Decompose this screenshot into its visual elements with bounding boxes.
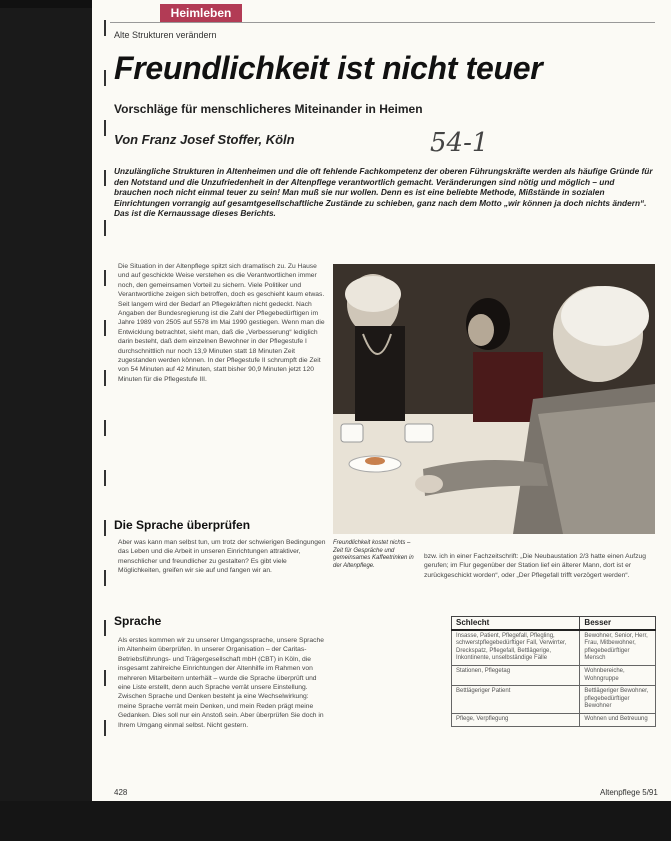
table-row bbox=[452, 686, 656, 714]
comparison-table bbox=[451, 616, 656, 727]
table-header-bad: Schlecht bbox=[452, 617, 580, 630]
kicker: Alte Strukturen verändern bbox=[114, 30, 217, 40]
table-cell: Insasse, Patient, Pflegefall, Pflegling, schwerstpflegebedürftiger Fall, Verwirrter, Dreckspatz, Pflegefall, Bettlägerige, Inkontinente, unselbständige Fälle bbox=[452, 630, 580, 666]
body-language: Als erstes kommen wir zu unserer Umgangssprache, unsere Sprache im Altenheim überprüfen. In unserer Organisation – der Caritas-Betriebsführungs- und Trägergesellschaft mbH (CBT) in Köln, die insgesamt zahlreiche Einrichtungen der Altenhilfe im Rahmen von mehreren Mitarbeitern unterhält – wurde die Sprache überprüft und eine Liste erstellt, denn auch Sprache verrät unsere Einstellung. Zwischen Sprache und Denken besteht ja eine Wechselwirkung: meine Sprache verrät mein Denken, und mein Reden prägt meine Gedanken. Dies soll nur ein Anstoß sein. Aber überprüfen Sie doch in Ihrem Umgang einmal selbst. Nicht gestern. bbox=[118, 637, 324, 729]
article-title: Freundlichkeit ist nicht teuer bbox=[114, 50, 543, 86]
table-cell: Wohnen und Betreuung bbox=[580, 713, 656, 726]
table-cell: Pflege, Verpflegung bbox=[452, 713, 580, 726]
table-row bbox=[452, 630, 656, 666]
heading-language: Sprache bbox=[114, 614, 162, 628]
page-number: 428 bbox=[114, 788, 128, 797]
header-rule bbox=[110, 22, 655, 23]
photo-caption: Freundlichkeit kostet nichts – Zeit für Gespräche und gemeinsames Kaffeetrinken in der Altenpflege. bbox=[333, 540, 414, 569]
table-header-better: Besser bbox=[580, 617, 656, 630]
table-cell: Wohnbereiche, Wohngruppe bbox=[580, 665, 656, 685]
body-intro: Die Situation in der Altenpflege spitzt sich dramatisch zu. Zu Hause und auf geschickte Weise verstehen es die Verantwortlichen immer noch, den gemeinsamen Vorteil zu sichern. Viele Politiker und Verantwortliche zeigen sich betroffen, doch es geschieht kaum etwas. Seit langem wird der Bedarf an Pflegekräften nicht gedeckt. Nach Angaben der Bundesregierung ist die Zahl der Pflegebedürftigen im Jahre 1989 von 2505 auf 5578 im Mai 1990 gestiegen. Wenn man die Entwicklung betrachtet, sieht man, daß die „Verbesserung“ lediglich darin besteht, daß dem einzelnen Bewohner in der Pflegestufe I durchschnittlich nur noch 13,9 Minuten statt 18 Minuten Zeit zugestanden werden können. In der Pflegestufe II schrumpft die Zeit von 54 Minuten auf 42 Minuten, statt bisher 90,9 Minuten jetzt 120 Minuten für die Pflegestufe III. bbox=[118, 263, 325, 383]
table-cell: Bewohner, Senior, Herr, Frau, Mitbewohner, pflegebedürftiger Mensch bbox=[580, 630, 656, 666]
author-line: Von Franz Josef Stoffer, Köln bbox=[114, 132, 295, 147]
table-cell: Stationen, Pflegetag bbox=[452, 665, 580, 685]
section-tab: Heimleben bbox=[160, 4, 242, 23]
photo-elderly-coffee bbox=[333, 264, 655, 534]
table-cell: Bettlägeriger Patient bbox=[452, 686, 580, 714]
article-subtitle: Vorschläge für menschlicheres Miteinander in Heimen bbox=[114, 102, 423, 116]
table-cell: Bettlägeriger Bewohner, pflegebedürftiger Bewohner bbox=[580, 686, 656, 714]
photo-illustration bbox=[333, 264, 655, 534]
heading-language-check: Die Sprache überprüfen bbox=[114, 518, 251, 532]
table-header-row bbox=[452, 617, 656, 630]
journal-issue: Altenpflege 5/91 bbox=[600, 788, 658, 797]
table-row bbox=[452, 665, 656, 685]
handwritten-note: 54-1 bbox=[430, 128, 489, 158]
body-language-check: Aber was kann man selbst tun, um trotz der schwierigen Bedingungen das Leben und die Arbeit in unseren Einrichtungen attraktiver, menschlicher und freundlicher zu gestalten? Es gibt viele Möglichkeiten, greifen wir sie auf und fangen wir an. bbox=[118, 539, 326, 575]
margin-marks bbox=[104, 20, 107, 780]
body-column-3: bzw. ich in einer Fachzeitschrift: „Die Neubaustation 2/3 hatte einen Aufzug gerufen; im Flur gegenüber der Station lief ein älterer Mann, dort ist er zurückgeschickt worden“, oder „Der Pflegefall trifft verzögert werden“. bbox=[424, 553, 646, 579]
scan-bottom-edge bbox=[0, 801, 671, 841]
table-row bbox=[452, 713, 656, 726]
lead-paragraph: Unzulängliche Strukturen in Altenheimen und die oft fehlende Fachkompetenz der oberen Führungskräfte werden als häufige Gründe für den Notstand und die Unzufriedenheit in der Altenpflege verantwortlich gemacht. Veränderungen sind nötig und möglich – und brauchen noch nicht einmal teuer zu sein! Man muß sie nur wollen. Denn es ist eine beliebte Methode, Mißstände in sozialen Einrichtungen vorrangig auf gesamtgesellschaftliche Zustände zu schieben, ganz nach dem Motto „wir können ja doch nichts ändern“. Das ist die Kernaussage dieses Berichts. bbox=[114, 166, 653, 219]
